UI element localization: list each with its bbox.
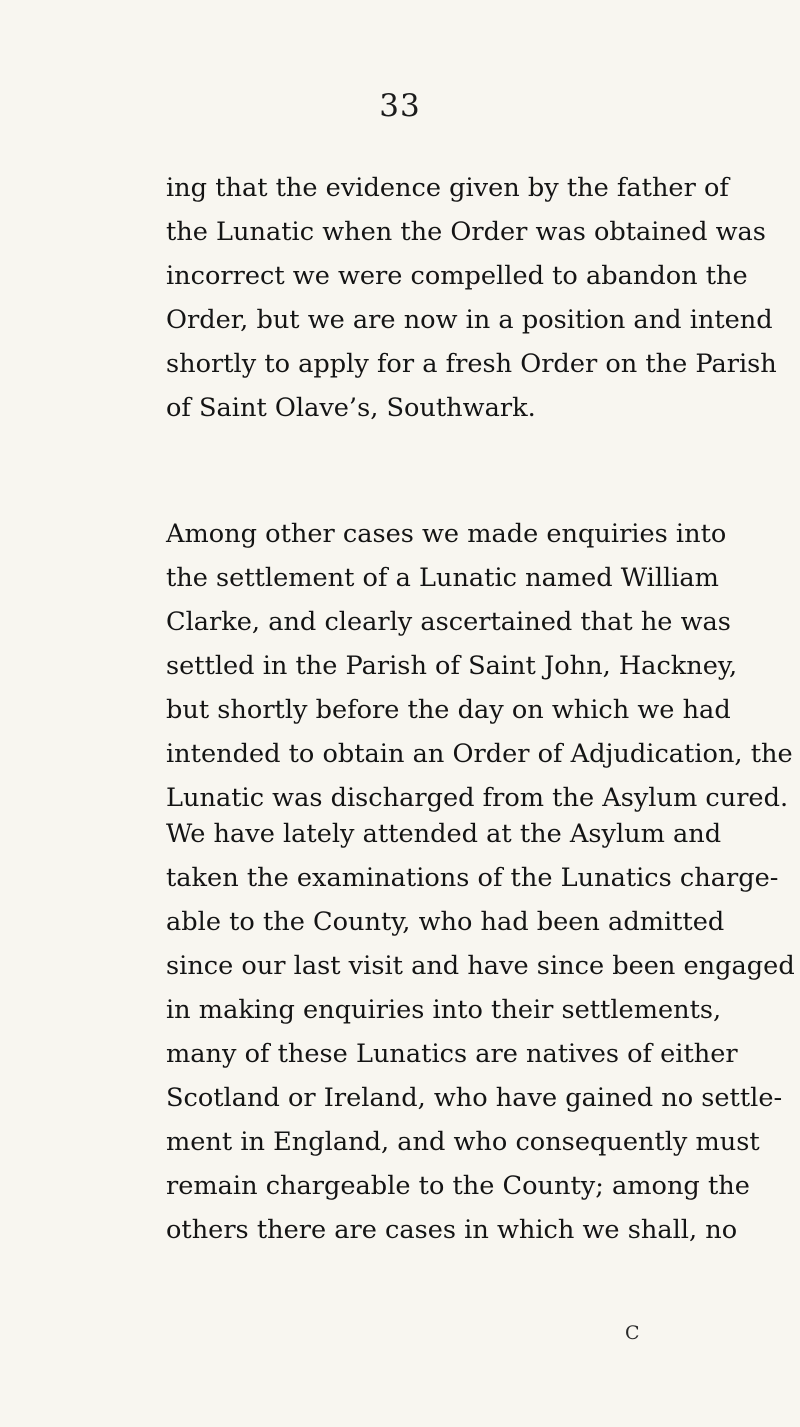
text-line: remain chargeable to the County; among the [166,1171,750,1201]
text-line: intended to obtain an Order of Adjudication, the [166,739,793,769]
text-line: the Lunatic when the Order was obtained was [166,217,766,247]
text-line: ing that the evidence given by the father of [166,173,729,203]
paragraph-3 [166,812,795,1252]
text-line: We have lately attended at the Asylum and [166,819,722,849]
page-number: 33 [379,88,421,124]
text-line: Order, but we are now in a position and intend [166,305,773,335]
signature-mark: C [625,1322,640,1344]
paragraph-1 [166,166,777,430]
text-line: Among other cases we made enquiries into [166,519,727,549]
text-line: shortly to apply for a fresh Order on the Parish [166,349,777,379]
paragraph-2 [166,512,793,820]
text-line: since our last visit and have since been engaged [166,951,795,981]
text-line: Scotland or Ireland, who have gained no settle- [166,1083,783,1113]
text-line: many of these Lunatics are natives of either [166,1039,738,1069]
text-line: settled in the Parish of Saint John, Hackney, [166,651,738,681]
text-line: Clarke, and clearly ascertained that he was [166,607,731,637]
text-line: of Saint Olave’s, Southwark. [166,393,536,423]
text-line: others there are cases in which we shall, no [166,1215,738,1245]
text-line: taken the examinations of the Lunatics charge- [166,863,779,893]
text-line: able to the County, who had been admitted [166,907,725,937]
text-line: the settlement of a Lunatic named William [166,563,719,593]
text-line: Lunatic was discharged from the Asylum cured. [166,783,789,813]
text-line: in making enquiries into their settlements, [166,995,722,1025]
text-line: incorrect we were compelled to abandon the [166,261,748,291]
text-line: ment in England, and who consequently must [166,1127,760,1157]
text-line: but shortly before the day on which we had [166,695,731,725]
